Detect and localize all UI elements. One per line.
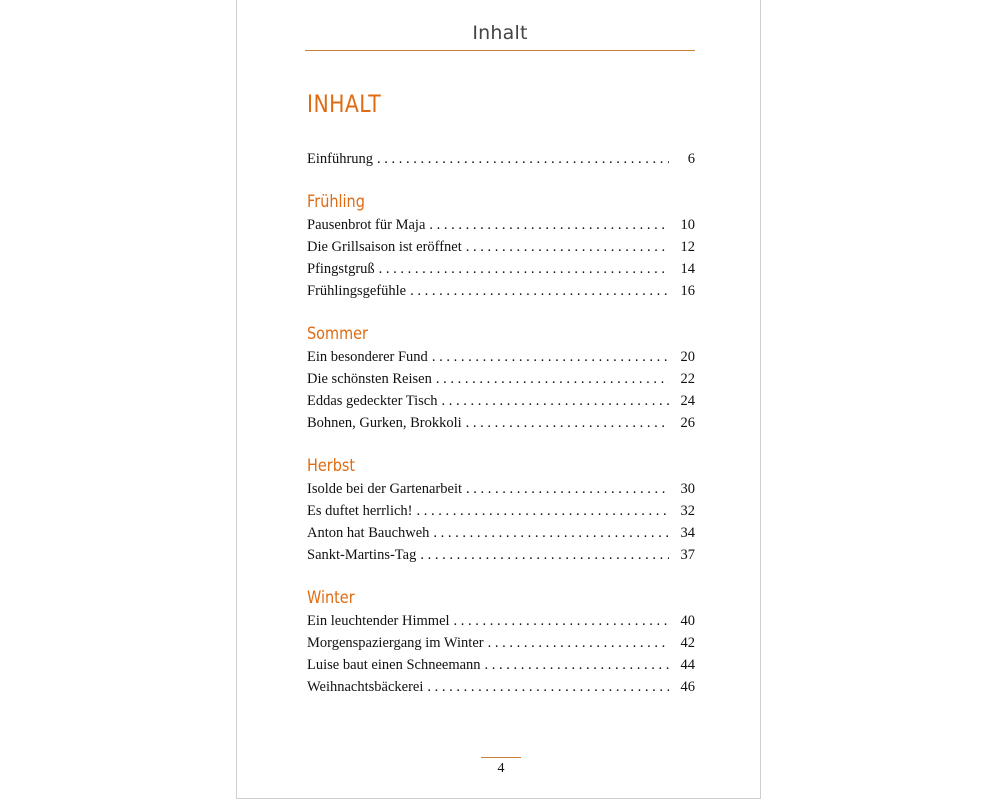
section-heading-herbst: Herbst	[307, 456, 356, 476]
running-head: Inhalt	[472, 22, 528, 44]
dot-leader	[454, 610, 669, 632]
toc-entry-page: 34	[680, 525, 695, 541]
toc-entry-page: 20	[680, 349, 695, 365]
section-heading-winter: Winter	[307, 588, 355, 608]
dot-leader	[485, 654, 669, 676]
dot-leader	[441, 390, 669, 412]
toc-entry-label: Isolde bei der Gartenarbeit	[307, 481, 462, 497]
toc-entry-page: 10	[680, 217, 695, 233]
table-of-contents	[307, 148, 695, 698]
toc-entry-label: Pfingstgruß	[307, 261, 375, 277]
dot-leader	[488, 632, 669, 654]
toc-entry-page: 44	[680, 657, 695, 673]
toc-entry-page: 12	[680, 239, 695, 255]
toc-entry[interactable]	[307, 368, 695, 390]
toc-entry-page: 24	[680, 393, 695, 409]
toc-entry[interactable]	[307, 478, 695, 500]
toc-entry[interactable]	[307, 500, 695, 522]
book-page	[236, 0, 761, 799]
section-heading-sommer: Sommer	[307, 324, 369, 344]
toc-entry[interactable]	[307, 346, 695, 368]
toc-entry[interactable]	[307, 280, 695, 302]
toc-entry-label: Bohnen, Gurken, Brokkoli	[307, 415, 462, 431]
toc-entry-intro[interactable]	[307, 148, 695, 170]
toc-entry-label: Die Grillsaison ist eröffnet	[307, 239, 462, 255]
dot-leader	[420, 544, 669, 566]
toc-entry-page: 32	[680, 503, 695, 519]
footer-rule	[481, 757, 521, 758]
toc-entry[interactable]	[307, 632, 695, 654]
dot-leader	[377, 148, 669, 170]
toc-entry-page: 22	[680, 371, 695, 387]
toc-entry-label: Weihnachtsbäckerei	[307, 679, 424, 695]
toc-entry[interactable]	[307, 390, 695, 412]
toc-entry-label: Eddas gedeckter Tisch	[307, 393, 438, 409]
toc-entry-page: 37	[680, 547, 695, 563]
dot-leader	[432, 346, 669, 368]
toc-entry-page: 26	[680, 415, 695, 431]
toc-entry-label: Die schönsten Reisen	[307, 371, 432, 387]
toc-entry[interactable]	[307, 258, 695, 280]
toc-entry[interactable]	[307, 236, 695, 258]
dot-leader	[436, 368, 669, 390]
toc-entry-label: Sankt-Martins-Tag	[307, 547, 417, 563]
toc-entry-page: 40	[680, 613, 695, 629]
toc-entry[interactable]	[307, 544, 695, 566]
dot-leader	[429, 214, 669, 236]
toc-entry[interactable]	[307, 522, 695, 544]
header-rule	[305, 50, 695, 51]
toc-entry-page: 30	[680, 481, 695, 497]
toc-entry-label: Einführung	[307, 151, 374, 167]
toc-entry-label: Morgenspaziergang im Winter	[307, 635, 484, 651]
toc-entry-label: Ein leuchtender Himmel	[307, 613, 450, 629]
toc-entry-page: 42	[680, 635, 695, 651]
toc-entry-label: Es duftet herrlich!	[307, 503, 413, 519]
dot-leader	[433, 522, 669, 544]
page-number: 4	[497, 761, 505, 776]
toc-entry-label: Frühlingsgefühle	[307, 283, 407, 299]
toc-entry[interactable]	[307, 214, 695, 236]
section-heading-fruehling: Frühling	[307, 192, 365, 212]
toc-entry-label: Pausenbrot für Maja	[307, 217, 426, 233]
dot-leader	[379, 258, 669, 280]
toc-entry-page: 6	[687, 151, 695, 167]
toc-entry[interactable]	[307, 676, 695, 698]
toc-entry-label: Ein besonderer Fund	[307, 349, 428, 365]
dot-leader	[466, 478, 669, 500]
toc-entry-label: Anton hat Bauchweh	[307, 525, 430, 541]
dot-leader	[466, 236, 669, 258]
toc-entry-page: 14	[680, 261, 695, 277]
toc-entry[interactable]	[307, 610, 695, 632]
toc-entry-page: 16	[680, 283, 695, 299]
toc-entry[interactable]	[307, 654, 695, 676]
dot-leader	[410, 280, 669, 302]
toc-entry[interactable]	[307, 412, 695, 434]
page-title: INHALT	[307, 90, 382, 118]
toc-entry-label: Luise baut einen Schneemann	[307, 657, 481, 673]
toc-entry-page: 46	[680, 679, 695, 695]
dot-leader	[466, 412, 669, 434]
dot-leader	[427, 676, 669, 698]
dot-leader	[417, 500, 670, 522]
